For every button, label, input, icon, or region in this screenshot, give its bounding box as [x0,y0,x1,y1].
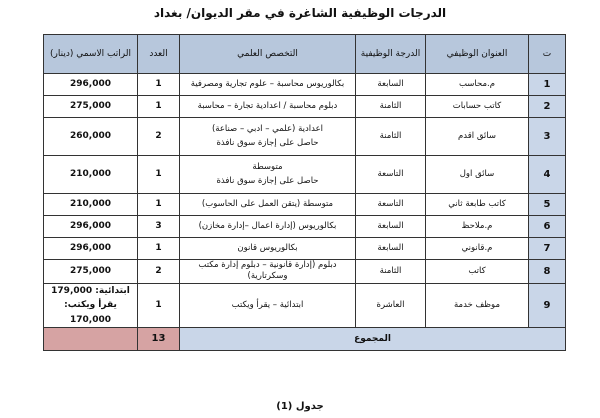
row-job-title: كاتب حسابات [426,96,529,118]
row-salary [44,96,138,118]
specialization-line: حاصل على إجازة سوق نافذة [216,176,319,186]
row-index: 9 [529,283,566,327]
specialization-line: متوسطة (يتقن العمل على الحاسوب) [201,198,334,209]
row-index: 7 [529,238,566,260]
row-count: 1 [138,194,180,216]
row-job-title: موظف خدمة [426,283,529,327]
row-specialization [180,96,356,118]
header-specialization: التخصص العلمي [180,35,356,74]
specialization-line: بكالوريوس (إدارة اعمال –إدارة مخازن) [198,220,337,231]
row-grade: السابعة [356,74,426,96]
specialization-line: دبلوم محاسبة / اعدادية تجارة – محاسبة [197,100,338,111]
table-row [44,156,566,194]
salary-line: 210,000 [70,169,111,180]
row-specialization [180,216,356,238]
salary-line: يقرأ ويكتب: [64,300,117,311]
specialization-line: اعدادية (علمي – ادبي – صناعة) [211,123,324,134]
row-grade: الثامنة [356,118,426,156]
table-row [44,260,566,284]
row-index: 4 [529,156,566,194]
table-row [44,283,566,327]
header-index: ت [529,35,566,74]
salary-line: 170,000 [70,314,111,325]
row-salary [44,118,138,156]
row-index: 3 [529,118,566,156]
row-job-title: سائق اول [426,156,529,194]
row-job-title: كاتب طابعة ثاني [426,194,529,216]
row-specialization [180,156,356,194]
salary-line: 210,000 [70,199,111,210]
row-count: 3 [138,216,180,238]
row-specialization [180,283,356,327]
row-count: 1 [138,74,180,96]
row-grade: الثامنة [356,260,426,284]
header-count: العدد [138,35,180,74]
specialization-line: حاصل على إجازة سوق نافذة [216,138,319,148]
total-count: 13 [138,328,180,351]
specialization-line: بكالوريوس محاسبة – علوم تجارية ومصرفية [190,78,345,89]
table-row [44,216,566,238]
salary-line: 296,000 [70,221,111,232]
row-count: 1 [138,238,180,260]
row-job-title: م.ملاحظ [426,216,529,238]
specialization-line: ابتدائية – يقرأ ويكتب [231,299,304,310]
row-index: 6 [529,216,566,238]
vacancies-table [43,34,566,351]
row-grade: التاسعة [356,194,426,216]
table-header-row [44,35,566,74]
row-job-title: م.قانوني [426,238,529,260]
row-count: 1 [138,96,180,118]
row-grade: السابعة [356,238,426,260]
row-index: 1 [529,74,566,96]
table-row [44,238,566,260]
row-grade: السابعة [356,216,426,238]
row-job-title: سائق اقدم [426,118,529,156]
specialization-line: متوسطة [252,161,283,172]
document-title: الدرجات الوظيفية الشاغرة في مقر الديوان/ بغداد [153,6,447,20]
row-job-title: م.محاسب [426,74,529,96]
row-index: 8 [529,260,566,284]
row-salary [44,194,138,216]
salary-line: 260,000 [70,131,111,142]
row-count: 2 [138,118,180,156]
row-count: 1 [138,156,180,194]
row-count: 1 [138,283,180,327]
row-salary [44,156,138,194]
row-index: 5 [529,194,566,216]
salary-line: 275,000 [70,101,111,112]
header-job-title: العنوان الوظيفي [426,35,529,74]
row-salary [44,238,138,260]
table-row [44,96,566,118]
row-salary [44,216,138,238]
row-count: 2 [138,260,180,284]
row-job-title: كاتب [426,260,529,284]
row-grade: الثامنة [356,96,426,118]
row-grade: التاسعة [356,156,426,194]
row-salary [44,260,138,284]
table-caption: جدول (1) [276,401,324,412]
row-salary [44,283,138,327]
row-specialization [180,238,356,260]
specialization-line: دبلوم (إدارة قانونية – دبلوم إدارة مكتب وسكرتارية) [198,260,337,282]
row-salary [44,74,138,96]
row-specialization [180,74,356,96]
total-row [44,328,566,351]
table-row [44,194,566,216]
salary-line: 275,000 [70,266,111,277]
table-row [44,118,566,156]
row-specialization [180,118,356,156]
specialization-line: بكالوريوس قانون [237,242,298,253]
salary-line: ابتدائية: 179,000 [51,285,130,296]
header-salary: الراتب الاسمي (دينار) [44,35,138,74]
row-index: 2 [529,96,566,118]
header-grade: الدرجة الوظيفية [356,35,426,74]
table-row [44,74,566,96]
row-grade: العاشرة [356,283,426,327]
salary-line: 296,000 [70,79,111,90]
row-specialization [180,260,356,284]
total-salary-cell [44,328,138,351]
row-specialization [180,194,356,216]
total-label: المجموع [180,328,566,351]
salary-line: 296,000 [70,243,111,254]
